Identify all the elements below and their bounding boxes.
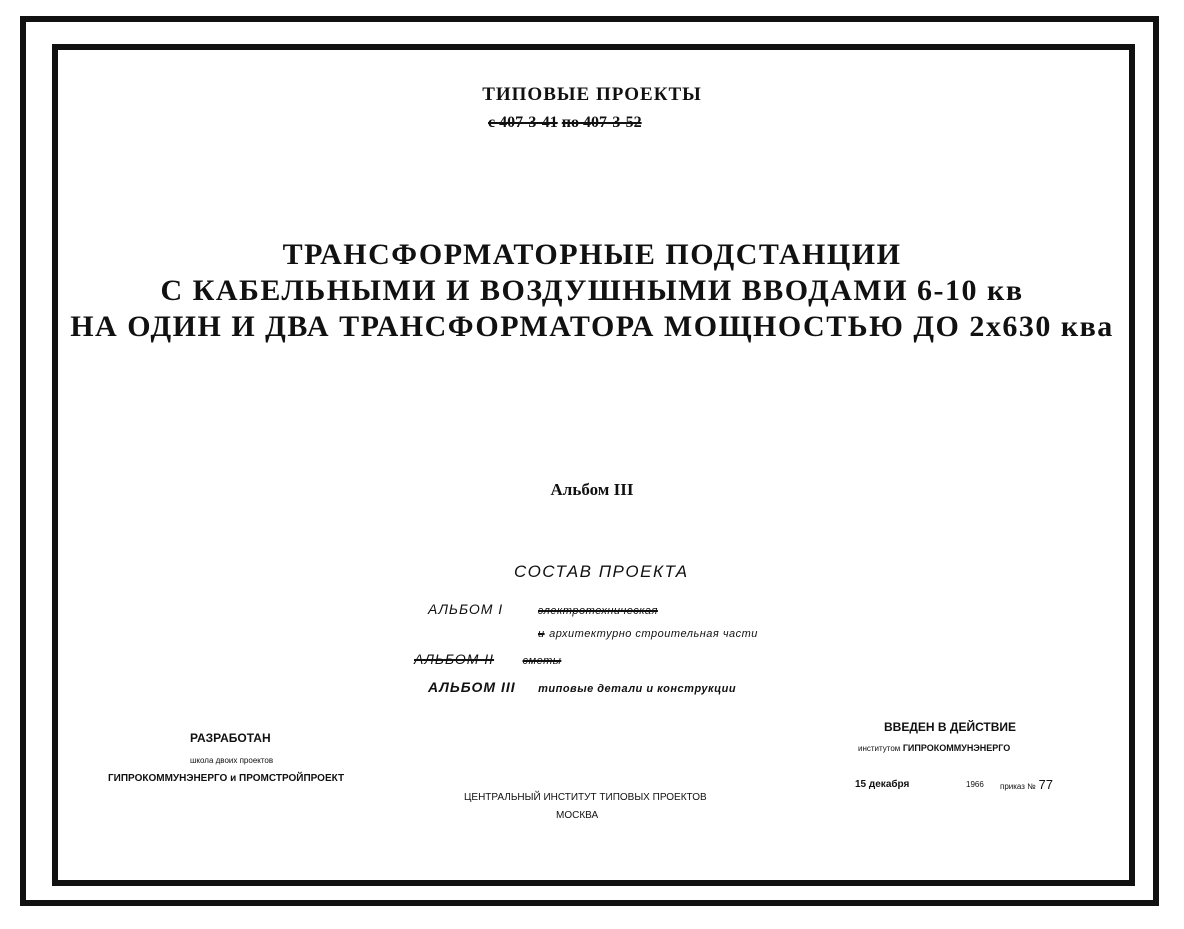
album-2-row [414,651,561,669]
album-2-desc: сметы [522,655,562,667]
enacted-by-prefix: институтом [858,744,901,753]
developed-org: ГИПРОКОММУНЭНЕРГО и ПРОМСТРОЙПРОЕКТ [108,773,345,784]
enacted-date: 15 декабря [855,779,910,790]
album-1-row [428,601,503,619]
series-title: ТИПОВЫЕ ПРОЕКТЫ [482,84,702,105]
album-1-desc-text: электротехническая [538,605,658,617]
album-1-desc-2 [538,624,758,642]
enacted-order [1000,777,1053,792]
central-institute: ЦЕНТРАЛЬНЫЙ ИНСТИТУТ ТИПОВЫХ ПРОЕКТОВ [464,792,707,803]
enacted-order-number: 77 [1038,777,1054,792]
developed-small-line: школа двоих проектов [190,756,274,765]
enacted-by [858,743,1010,753]
title-line-1: ТРАНСФОРМАТОРНЫЕ ПОДСТАНЦИИ [282,238,902,271]
album-1-label: АЛЬБОМ I [428,601,504,617]
album-label: Альбом III [550,480,634,499]
album-1-desc [538,601,658,619]
title-line-3: НА ОДИН И ДВА ТРАНСФОРМАТОРА МОЩНОСТЬЮ ДО 2х630 ква [70,310,1114,343]
series-code-from: с 407-3-41 [488,114,558,131]
enacted-year: 1966 [966,780,984,789]
album-3-desc: типовые детали и конструкции [538,683,737,695]
city: МОСКВА [556,810,599,821]
enacted-title: ВВЕДЕН В ДЕЙСТВИЕ [884,720,1017,734]
album-1-desc-2-struck: и [538,628,545,640]
album-3-label: АЛЬБОМ III [428,679,516,695]
series-codes [488,114,642,132]
album-3-row [428,679,736,697]
enacted-by-org: ГИПРОКОММУНЭНЕРГО [902,743,1011,753]
composition-heading: СОСТАВ ПРОЕКТА [514,562,689,581]
series-code-to: по 407-3-52 [561,114,642,131]
enacted-order-label: приказ № [1000,782,1036,791]
album-1-desc-2-text: архитектурно строительная части [549,628,758,640]
developed-title: РАЗРАБОТАН [190,731,271,745]
album-2-label: АЛЬБОМ II [414,651,495,667]
title-line-2: С КАБЕЛЬНЫМИ И ВОЗДУШНЫМИ ВВОДАМИ 6-10 кв [160,274,1024,307]
